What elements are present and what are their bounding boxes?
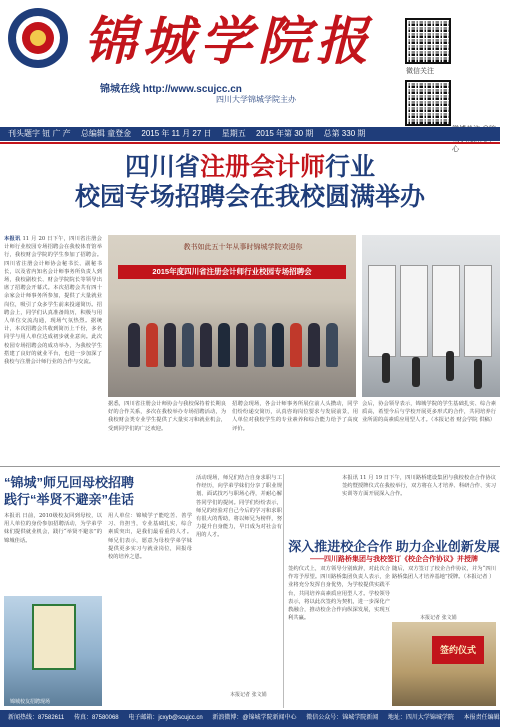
wechat-qr-code-icon[interactable] xyxy=(405,18,451,64)
issue-date: 2015 年 11 月 27 日 xyxy=(141,129,212,138)
person-figure xyxy=(308,323,320,367)
issue-number: 2015 年第 30 期 xyxy=(255,129,314,138)
main-story-col1 xyxy=(4,235,102,463)
footer-contact-bar xyxy=(0,710,524,727)
issue-total: 总第 330 期 xyxy=(323,129,366,138)
main-story-lead: 本报讯 xyxy=(4,236,21,242)
display-board xyxy=(400,265,428,357)
headline-part3: 行业 xyxy=(325,153,376,181)
headline-part2: 注册会计师 xyxy=(199,153,325,181)
job-fair-group-photo[interactable] xyxy=(108,235,356,397)
masthead-tagline: 四川大学锦城学院主办 xyxy=(216,95,296,104)
person-figure xyxy=(272,323,284,367)
main-story-col1-text: 11 月 20 日下午，四川省注册会计师行业校园专场招聘会在我校体育馆举行，我校财会学院的学生参加了招聘会。四川省注册会计师协会秘书长、副秘书长，以及省内知名会计师事务所负责人到场，我校副校长、财会学院院长等领导出席了招聘会开幕式。本次招聘会共有四十余家会计师事务所参加，提供了大量就业岗位，吸引了众多学生前来投递简历。招聘会上，同学们认真准备简历，积极与用人单位交流沟通，现场气氛热烈。据统计，本次招聘会共收到简历上千份，多名同学与用人单位达成初步就业意向。此次校园专场招聘会的成功举办，为我校学生搭建了良好的就业平台，也进一步加深了我校与注册会计师行业的合作与交流。 xyxy=(4,236,102,366)
person-figure xyxy=(254,323,266,367)
issue-weekday: 星期五 xyxy=(221,129,246,138)
signing-ceremony-sign: 签约仪式 xyxy=(432,636,484,664)
person-figure xyxy=(218,323,230,367)
display-board xyxy=(432,265,460,357)
person-figure xyxy=(290,323,302,367)
photo1-banner: 2015年度四川省注册会计师行业校园专场招聘会 xyxy=(118,265,346,279)
alumni-photo-caption: 锦城校友招聘现场 xyxy=(10,699,51,705)
wechat-qr-label: 微信关注 xyxy=(406,68,434,75)
person-figure xyxy=(326,323,338,367)
weibo-qr-label: 心 xyxy=(452,146,459,153)
weibo-qr-code-icon[interactable] xyxy=(405,80,451,126)
site-url[interactable]: http://www.scujcc.cn xyxy=(142,84,242,95)
person-figure xyxy=(146,323,158,367)
person-figure xyxy=(164,323,176,367)
cooperation-story-title[interactable]: 深入推进校企合作 助力企业创新发展 xyxy=(288,539,500,554)
headline-line2: 校园专场招聘会在我校圆满举办 xyxy=(74,183,425,211)
site-label: 锦城在线 xyxy=(100,84,140,95)
cooperation-story-author: 本报记者 张文娟 xyxy=(420,615,457,621)
college-seal-logo xyxy=(6,6,70,70)
alumni-story-col3: 活动现场，师兄们结合自身求职与工作经历，向学弟学妹们分享了职业规划、面试技巧与职场心得，并耐心解答同学们的提问。同学们纷纷表示，师兄的经验对自己今后的学习和求职有很大的帮助，将以师兄为榜样，努力提升自身能力，早日成为对社会有用的人才。 xyxy=(196,475,282,539)
footer-address: 地址：四川大学锦城学院 xyxy=(387,715,454,721)
cooperation-lead-col: 本报讯 11 月 19 日下午，四川路桥建设集团与我校校企合作协议签约暨授牌仪式在我校举行，双方将在人才培养、科研合作、实习实训等方面开展深入合作。 xyxy=(342,475,496,498)
header-divider xyxy=(0,142,500,144)
footer-weibo[interactable]: 新浪微博：@锦城学院新闻中心 xyxy=(212,715,297,721)
recruit-poster xyxy=(32,604,76,670)
footer-wechat: 微信公众号：锦城学院新闻 xyxy=(306,715,379,721)
section-divider xyxy=(0,466,500,467)
alumni-title-line2: 践行“举贤不避亲”佳话 xyxy=(4,492,135,507)
issue-info-bar xyxy=(0,127,500,141)
person-figure xyxy=(182,323,194,367)
site-line xyxy=(100,80,242,95)
photo1-top-sign: 教书如此五十年从事时锦城学院欢迎你 xyxy=(183,243,303,251)
alumni-story-col1: 本报讯 日前，2010级校友回到母校，以用人单位的身份参加招聘活动，为学弟学妹们提供就业机会，践行“举贤不避亲”的锦城佳话。 xyxy=(4,513,102,544)
student-figure xyxy=(412,357,420,387)
display-board xyxy=(464,265,492,357)
alumni-story-title[interactable] xyxy=(4,474,194,508)
person-figure xyxy=(128,323,140,367)
person-figure xyxy=(200,323,212,367)
alumni-recruiting-photo[interactable] xyxy=(4,596,102,706)
student-figure xyxy=(474,359,482,389)
footer-phone: 新闻热线：87582611 xyxy=(8,715,65,721)
cooperation-story-col2: 随后，双方签订了校企合作协议，并为“四川路桥集团人才培养基地”授牌。（本报记者 ） xyxy=(392,566,496,581)
column-divider xyxy=(283,474,284,708)
student-figure xyxy=(382,353,390,383)
alumni-story-author: 本报记者 张文娟 xyxy=(230,692,267,698)
masthead-title: 锦城学院报 xyxy=(84,11,375,72)
cooperation-story-col1: 签约仪式上，双方领导分别致辞，对此次合作寄予厚望。四川路桥集团负责人表示，企业将充分发挥自身优势，为学校提供实践平台，共同培养高素质应用型人才。学校领导表示，将以此次签约为契机，进一步深化产教融合，推动校企合作向纵深发展，实现互利共赢。 xyxy=(288,566,390,622)
cooperation-story-subtitle: ——四川路桥集团与我校签订《校企合作协议》并授牌 xyxy=(310,556,478,563)
job-fair-booths-photo[interactable] xyxy=(362,235,500,397)
main-story-col3: 招聘会现场，各会计师事务所展位前人头攒动，同学们纷纷递交简历，认真咨询岗位要求与发展前景，用人单位对我校学生的专业素养和综合能力给予了高度评价。 xyxy=(232,401,358,432)
footer-fax: 传真：87580068 xyxy=(73,715,119,721)
student-figure xyxy=(446,351,454,381)
masthead-calligrapher: 刊头题字 钮 广 产 xyxy=(8,129,71,138)
alumni-story-col2: 用人单位：锦城学子能吃苦、善学习、肯担当，专业基础扎实，综合素质突出，是我们最看重的人才。师兄们表示，愿意为母校学弟学妹提供更多实习与就业岗位，回报母校的培养之恩。 xyxy=(108,513,192,561)
chief-editor: 总编辑 童登金 xyxy=(80,129,132,138)
footer-email[interactable]: 电子邮箱：jcxyb@scujcc.cn xyxy=(128,715,203,721)
footer-editor: 本报责任编辑：黄紫砚 xyxy=(463,715,524,721)
main-story-col2: 据悉，四川省注册会计师协会与我校保持着长期良好的合作关系，多次在我校举办专场招聘活动，为我校财会类专业学生提供了大量实习和就业机会，受到同学们的广泛欢迎。 xyxy=(108,401,226,432)
person-figure xyxy=(236,323,248,367)
headline-part1: 四川省 xyxy=(124,153,200,181)
main-story-col4: 会后，协会领导表示，锦城学院的学生基础扎实、综合素质高，希望今后与学校开展更多形式的合作，共同培养行业所需的高素质应用型人才。（本报记者 财会学院 供稿） xyxy=(362,401,496,424)
display-board xyxy=(368,265,396,357)
alumni-title-line1: “锦城”师兄回母校招聘 xyxy=(4,475,135,490)
signing-ceremony-photo[interactable] xyxy=(392,622,496,706)
main-headline[interactable] xyxy=(0,152,500,212)
